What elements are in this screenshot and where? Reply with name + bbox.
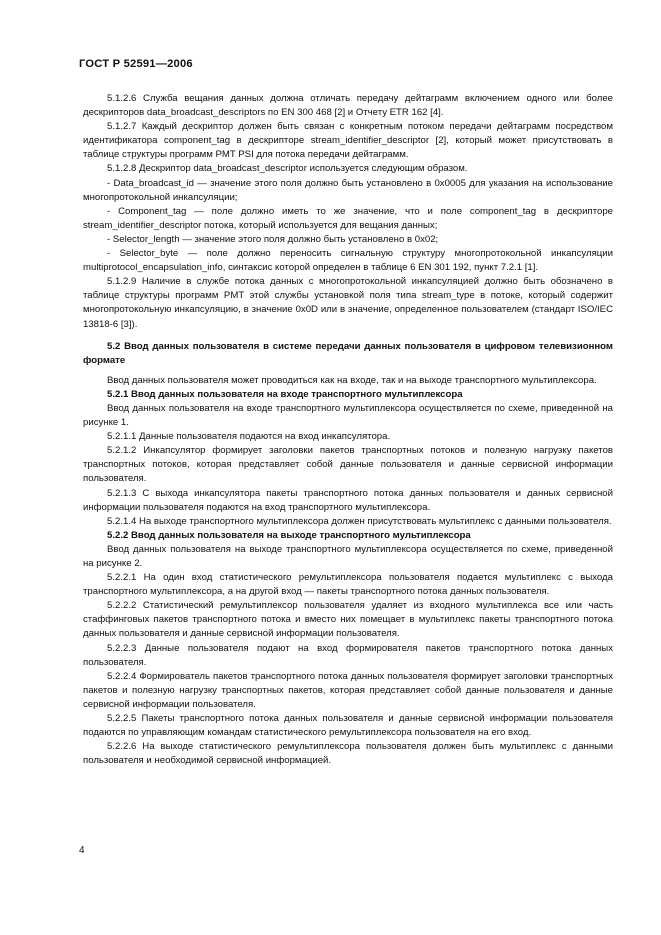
paragraph-5-2-2-3: 5.2.2.3 Данные пользователя подают на вход формирователя пакетов транспортного потока данных пользователя.	[83, 642, 613, 668]
document-header: ГОСТ Р 52591—2006	[79, 58, 193, 70]
paragraph-5-2-1-1: 5.2.1.1 Данные пользователя подаются на вход инкапсулятора.	[107, 431, 391, 443]
paragraph-5-2-2-4: 5.2.2.4 Формирователь пакетов транспортного потока данных пользователя формирует заголовки транспортных пакетов и полезную нагрузку транспортных пакетов, которая представляет собой данные пользователя и данные сервисной информации пользователя.	[83, 670, 613, 710]
list-item-data-broadcast-id: - Data_broadcast_id — значение этого поля должно быть установлено в 0x0005 для указания на использование многопротокольной инкапсуляции;	[83, 177, 613, 203]
paragraph-5-2-1-2: 5.2.1.2 Инкапсулятор формирует заголовки пакетов транспортных потоков и полезную нагрузку пакетов транспортных потоков, которая представляет собой данные пользователя и данные сервисной информации пользователя.	[83, 445, 613, 485]
paragraph-5-2-1-4: 5.2.1.4 На выходе транспортного мультиплексора должен присутствовать мультиплекс с данными пользователя.	[107, 515, 612, 527]
list-item-component-tag: - Component_tag — поле должно иметь то же значение, что и поле component_tag в дескрипторе stream_identifier_descriptor потока, который используется для вещания данных;	[83, 205, 613, 231]
paragraph-5-2-2-5: 5.2.2.5 Пакеты транспортного потока данных пользователя и данные сервисной информации пользователя подаются по управляющим командам статистического ремультиплексора пользователя на его вход.	[83, 713, 613, 739]
paragraph-5-1-2-6: 5.1.2.6 Служба вещания данных должна отличать передачу дейтаграмм включением одного или более дескрипторов data_broadcast_descriptors по EN 300 468 [2] и Отчету ETR 162 [4].	[83, 93, 613, 119]
subsection-heading-5-2-2: 5.2.2 Ввод данных пользователя на выходе транспортного мультиплексора	[107, 529, 471, 541]
paragraph-5-1-2-9: 5.1.2.9 Наличие в службе потока данных с многопротокольной инкапсуляцией должно быть обозначено в таблице структуры программ PMT этой службы установкой поля типа stream_type в потоке, который содержит многопротокольную инкапсуляцию, в значение 0x0D или в значение, определенное пользователем (стандарт ISO/IEC 13818-6 [3]).	[83, 276, 613, 330]
section-heading-5-2: 5.2 Ввод данных пользователя в системе передачи данных пользователя в цифровом телевизионном формате	[83, 340, 613, 366]
paragraph-5-2-intro: Ввод данных пользователя может проводиться как на входе, так и на выходе транспортного мультиплексора.	[107, 374, 597, 386]
paragraph-5-2-2-intro: Ввод данных пользователя на выходе транспортного мультиплексора осуществляется по схеме, приведенной на рисунке 2.	[83, 543, 613, 569]
paragraph-5-2-2-2: 5.2.2.2 Статистический ремультиплексор пользователя удаляет из входного мультиплекса все или часть стаффинговых пакетов транспортного потока и вместо них помещает в мультиплекс пакеты транспортного потока данных пользователя и данные сервисной информации пользователя.	[83, 600, 613, 640]
paragraph-5-1-2-8: 5.1.2.8 Дескриптор data_broadcast_descriptor используется следующим образом.	[107, 163, 468, 175]
page-number: 4	[79, 845, 85, 856]
paragraph-5-2-2-6: 5.2.2.6 На выходе статистического ремультиплексора пользователя должен быть мультиплекс с данными пользователя и необходимой сервисной информацией.	[83, 741, 613, 767]
paragraph-5-2-1-intro: Ввод данных пользователя на входе транспортного мультиплексора осуществляется по схеме, приведенной на рисунке 1.	[83, 402, 613, 429]
subsection-heading-5-2-1: 5.2.1 Ввод данных пользователя на входе транспортного мультиплексора	[107, 388, 463, 400]
list-item-selector-byte: - Selector_byte — поле должно переносить сигнальную структуру многопротокольной инкапсуляции multiprotocol_encapsulation_info, синтаксис которой определен в таблице 6 EN 301 192, пункт 7.2.1 [1].	[83, 248, 613, 274]
paragraph-5-2-1-3: 5.2.1.3 С выхода инкапсулятора пакеты транспортного потока данных пользователя и данных сервисной информации пользователя подаются на вход транспортного мультиплексора.	[83, 487, 613, 513]
list-item-selector-length: - Selector_length — значение этого поля должно быть установлено в 0x02;	[107, 233, 439, 245]
paragraph-5-2-2-1: 5.2.2.1 На один вход статистического ремультиплексора пользователя подается мультиплекс с выхода транспортного мультиплексора, а на другой вход — пакеты транспортного потока данных пользователя.	[83, 572, 613, 598]
page-body	[83, 92, 613, 768]
paragraph-5-1-2-7: 5.1.2.7 Каждый дескриптор должен быть связан с конкретным потоком передачи дейтаграмм посредством идентификатора component_tag в дескрипторе stream_identifier_descriptor [2], который может присутствовать в таблице структуры программ PMT PSI для потока передачи дейтаграмм.	[83, 121, 613, 161]
